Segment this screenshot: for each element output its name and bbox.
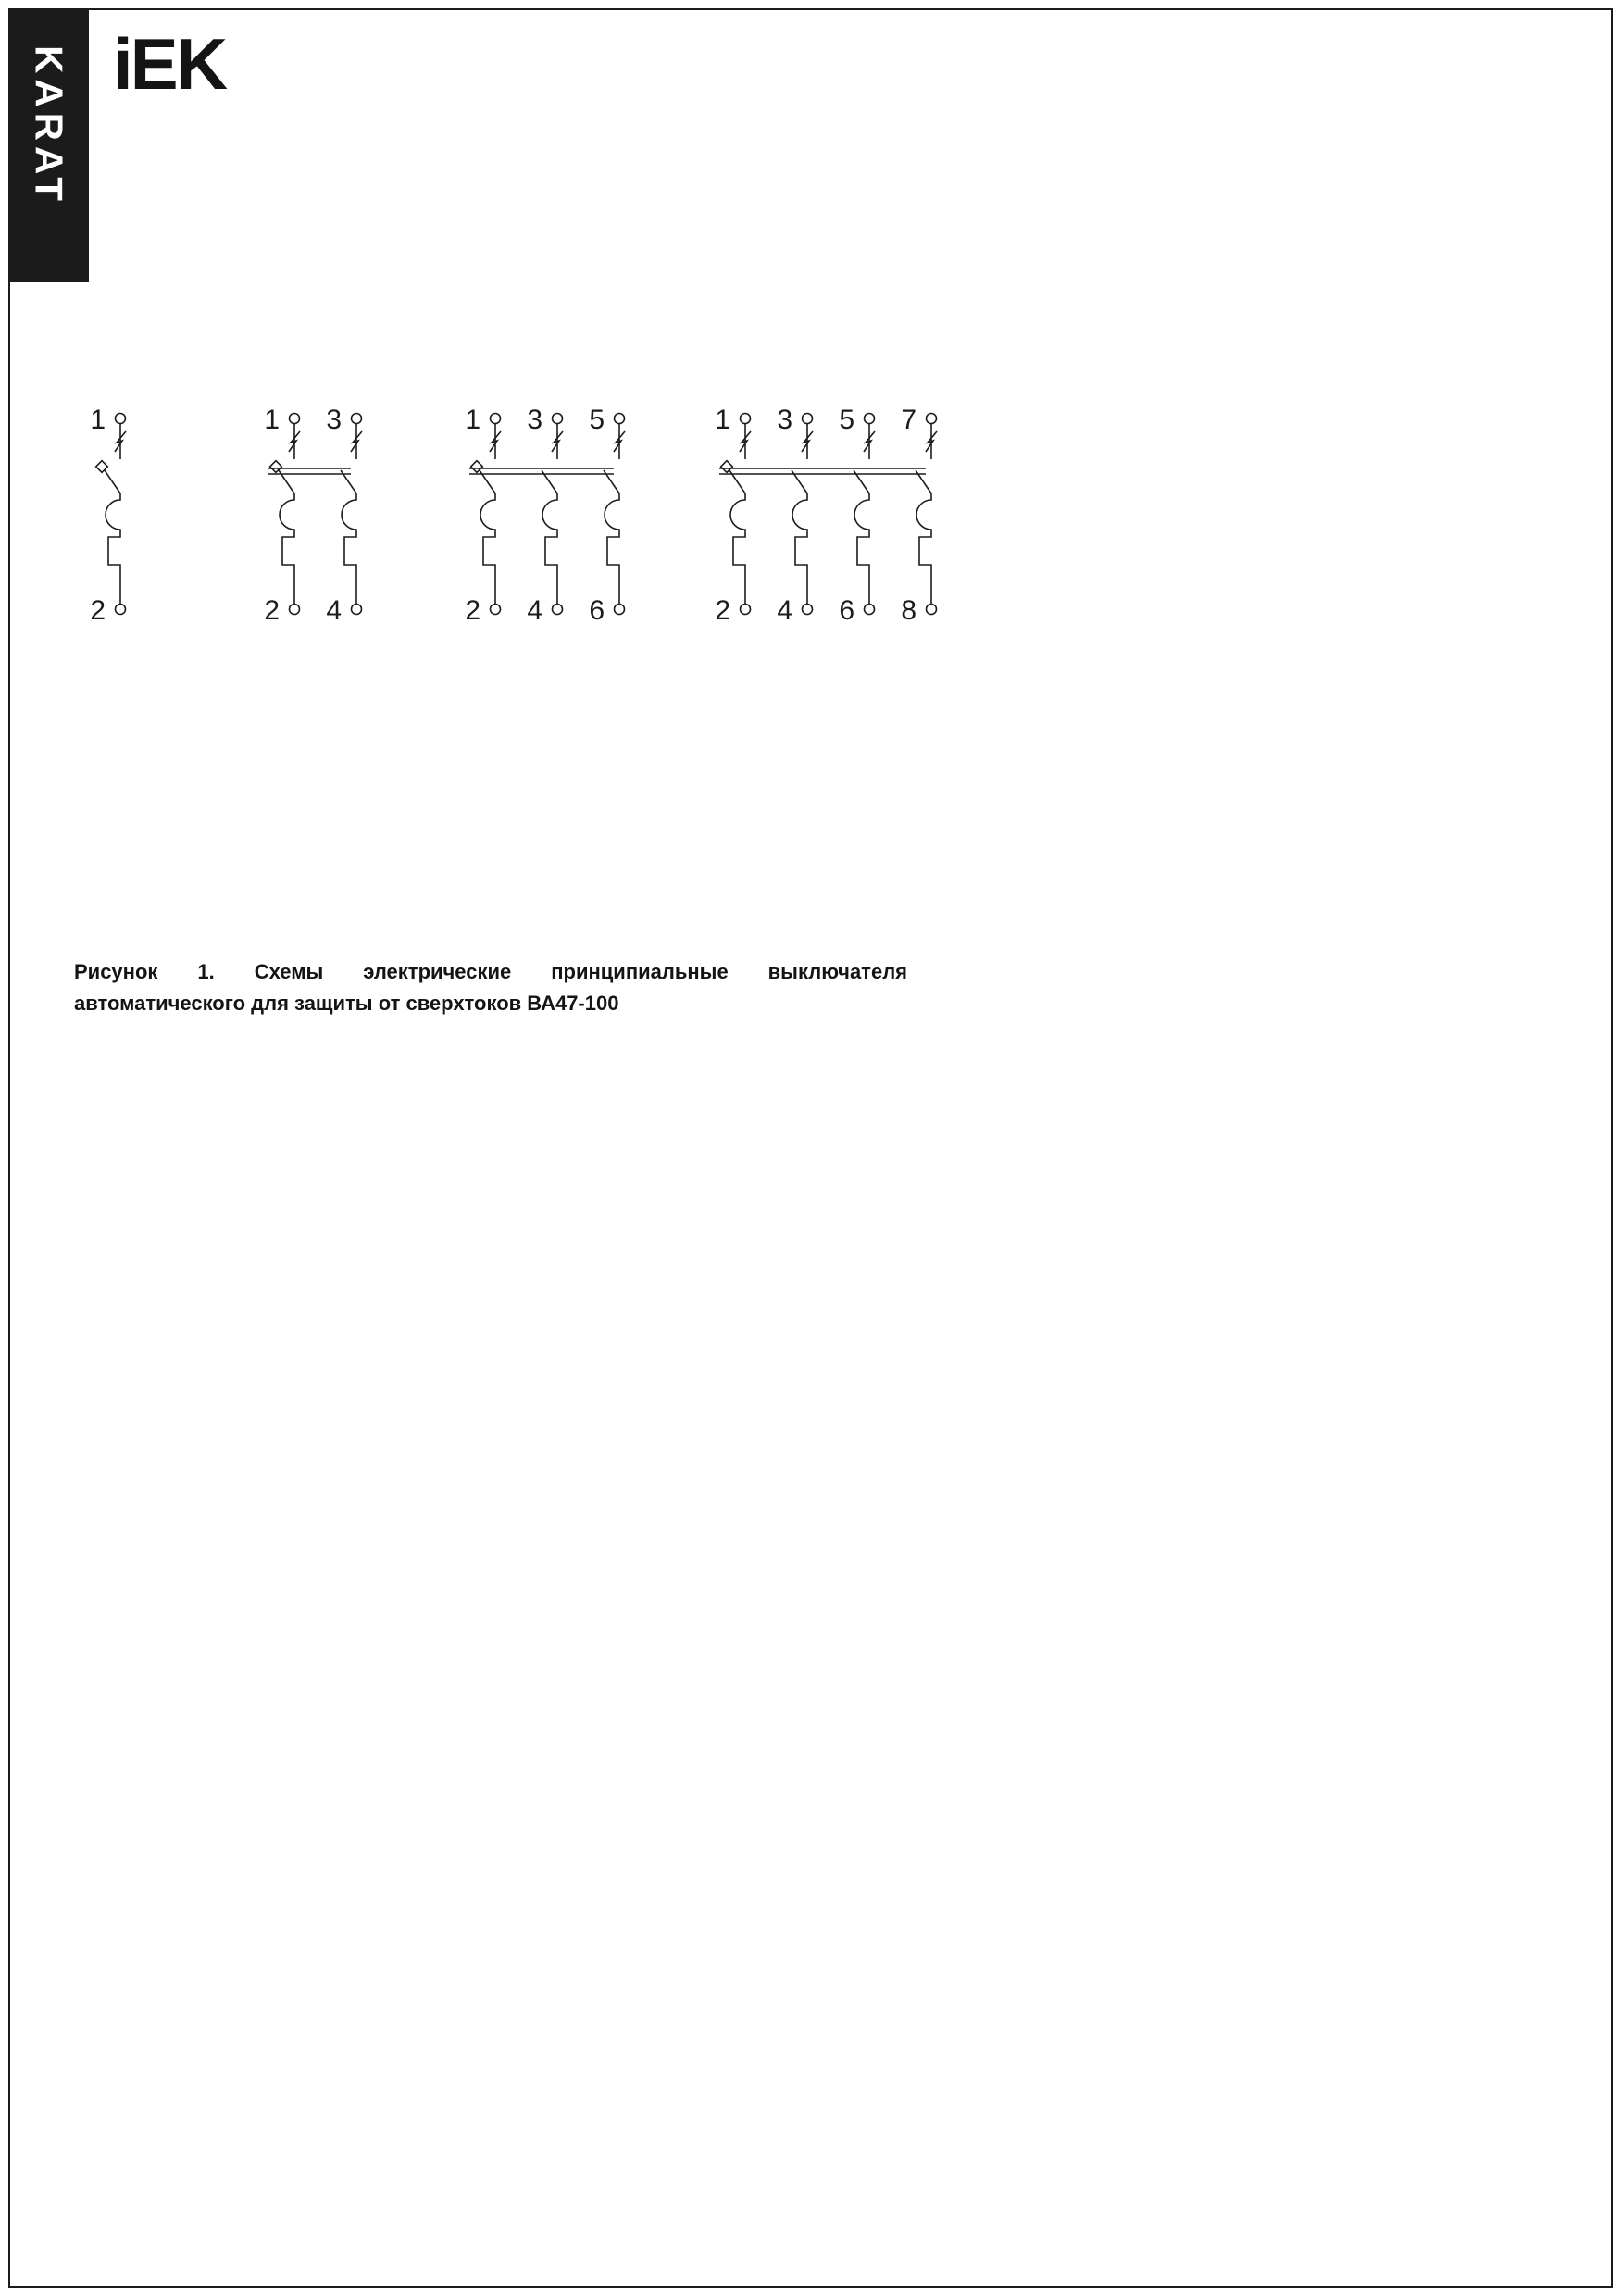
terminal-label: 1 xyxy=(90,407,106,435)
terminal-label: 5 xyxy=(839,407,854,435)
page-border xyxy=(8,8,1613,2288)
terminal-label: 3 xyxy=(777,407,792,435)
terminal-label: 2 xyxy=(90,595,106,626)
terminal-label: 7 xyxy=(901,407,916,435)
terminal-label: 1 xyxy=(465,407,480,435)
karat-brand-text: KARAT xyxy=(27,45,71,206)
iek-logo xyxy=(113,23,226,105)
schematic-3-pole xyxy=(454,407,656,626)
schematic-4-pole xyxy=(704,407,968,626)
karat-banner xyxy=(8,8,89,282)
terminal-label: 4 xyxy=(527,595,542,626)
figure-caption: Рисунок 1. Схемы электрические принципиальные выключателя автоматического для защиты от сверхтоков ВА47-100 xyxy=(74,960,907,1016)
terminal-label: 2 xyxy=(715,595,730,626)
terminal-label: 6 xyxy=(839,595,854,626)
terminal-label: 4 xyxy=(326,595,342,626)
terminal-label: 3 xyxy=(326,407,342,435)
terminal-label: 1 xyxy=(264,407,280,435)
terminal-label: 1 xyxy=(715,407,730,435)
schematic-2-pole xyxy=(253,407,393,626)
schematic-1-pole xyxy=(79,407,157,626)
terminal-label: 3 xyxy=(527,407,542,435)
iek-logo-text: iEK xyxy=(113,23,226,105)
terminal-label: 4 xyxy=(777,595,792,626)
terminal-label: 2 xyxy=(264,595,280,626)
terminal-label: 5 xyxy=(589,407,605,435)
terminal-label: 2 xyxy=(465,595,480,626)
terminal-label: 6 xyxy=(589,595,605,626)
terminal-label: 8 xyxy=(901,595,916,626)
